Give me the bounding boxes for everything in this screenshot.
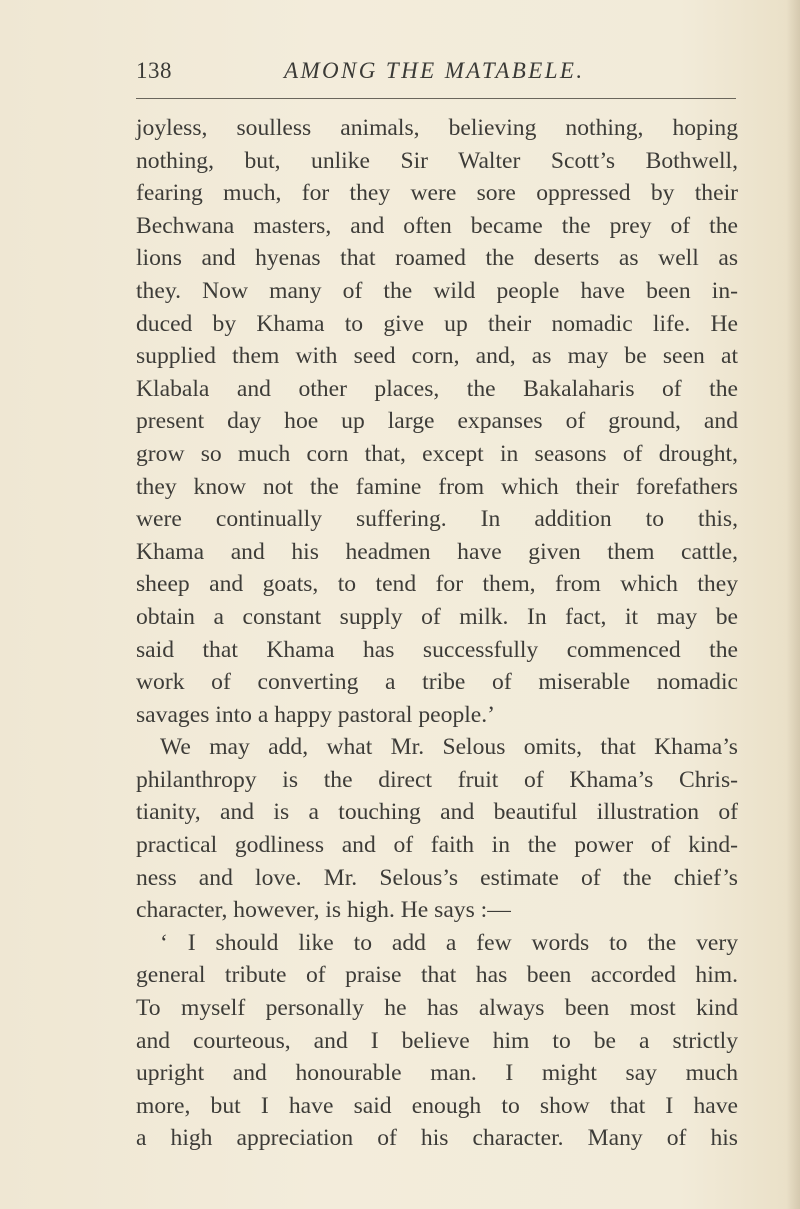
text-line: Bechwana masters, and often became the prey of the xyxy=(136,212,738,239)
text-line: a high appreciation of his character. Many of his xyxy=(136,1125,738,1152)
running-head: AMONG THE MATABELE. xyxy=(284,58,585,83)
text-line: ‘ I should like to add a few words to the very xyxy=(160,929,738,956)
text-line: philanthropy is the direct fruit of Khama’s Chris- xyxy=(136,766,738,793)
text-line: present day hoe up large expanses of ground, and xyxy=(136,408,738,435)
text-line: grow so much corn that, except in seasons of drought, xyxy=(136,440,738,467)
text-line: savages into a happy pastoral people.’ xyxy=(136,701,496,728)
text-line: We may add, what Mr. Selous omits, that Khama’s xyxy=(160,734,738,761)
text-line: ness and love. Mr. Selous’s estimate of the chief’s xyxy=(136,864,738,891)
header-rule xyxy=(136,98,736,99)
page-edge-shadow xyxy=(786,0,800,1209)
text-line: tianity, and is a touching and beautiful illustration of xyxy=(136,799,738,826)
text-line: To myself personally he has always been most kind xyxy=(136,995,738,1022)
page-header xyxy=(136,48,736,88)
text-line: supplied them with seed corn, and, as may be seen at xyxy=(136,343,738,370)
text-line: they. Now many of the wild people have been in- xyxy=(136,277,738,304)
text-line: work of converting a tribe of miserable nomadic xyxy=(136,669,738,696)
text-line: general tribute of praise that has been accorded him. xyxy=(136,962,738,989)
text-line: upright and honourable man. I might say much xyxy=(136,1060,738,1087)
text-line: joyless, soulless animals, believing nothing, hoping xyxy=(136,115,738,141)
text-line: character, however, is high. He says :— xyxy=(136,897,511,924)
text-line: lions and hyenas that roamed the deserts as well as xyxy=(136,245,738,272)
text-line: duced by Khama to give up their nomadic life. He xyxy=(136,310,738,337)
text-line: sheep and goats, to tend for them, from which they xyxy=(136,571,738,598)
text-line: and courteous, and I believe him to be a strictly xyxy=(136,1027,738,1054)
text-line: nothing, but, unlike Sir Walter Scott’s Bothwell, xyxy=(136,147,738,174)
text-line: they know not the famine from which their forefathers xyxy=(136,473,738,500)
text-line: obtain a constant supply of milk. In fact, it may be xyxy=(136,603,738,630)
text-line: more, but I have said enough to show that I have xyxy=(136,1092,738,1119)
text-line: fearing much, for they were sore oppressed by their xyxy=(136,180,738,207)
text-line: were continually suffering. In addition to this, xyxy=(136,506,738,533)
body-text xyxy=(136,112,738,1155)
text-line: practical godliness and of faith in the power of kind- xyxy=(136,832,738,859)
text-line: Klabala and other places, the Bakalaharis of the xyxy=(136,375,738,402)
text-line: said that Khama has successfully commenced the xyxy=(136,636,738,663)
text-line: Khama and his headmen have given them cattle, xyxy=(136,538,738,565)
page-number: 138 xyxy=(136,58,172,83)
